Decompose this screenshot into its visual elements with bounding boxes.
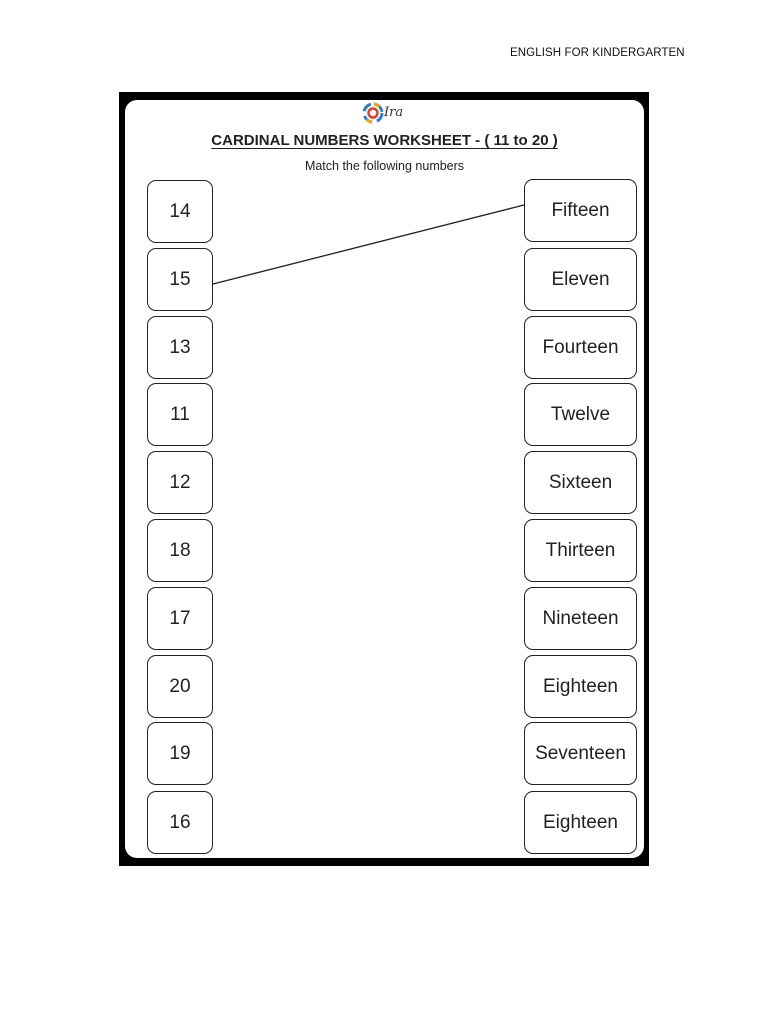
worksheet-frame: [119, 92, 649, 866]
number-box[interactable]: 17: [147, 587, 213, 650]
number-box[interactable]: 11: [147, 383, 213, 446]
logo-swirl-icon: [362, 102, 384, 124]
word-box[interactable]: Nineteen: [524, 587, 637, 650]
number-box[interactable]: 16: [147, 791, 213, 854]
worksheet-sheet: [125, 100, 644, 858]
number-box[interactable]: 20: [147, 655, 213, 718]
word-box[interactable]: Seventeen: [524, 722, 637, 785]
number-box[interactable]: 15: [147, 248, 213, 311]
word-box[interactable]: Fourteen: [524, 316, 637, 379]
word-box[interactable]: Fifteen: [524, 179, 637, 242]
worksheet-title: [125, 132, 644, 149]
worksheet-instruction: Match the following numbers: [304, 159, 465, 173]
number-box[interactable]: 19: [147, 722, 213, 785]
ira-logo: [362, 102, 422, 130]
number-box[interactable]: 18: [147, 519, 213, 582]
worksheet-title-text: CARDINAL NUMBERS WORKSHEET - ( 11 to 20 ): [211, 132, 558, 149]
match-line-15-fifteen: [213, 205, 524, 284]
word-box[interactable]: Thirteen: [524, 519, 637, 582]
number-box[interactable]: 12: [147, 451, 213, 514]
logo-text: Ira: [384, 105, 404, 120]
word-box[interactable]: Eighteen: [524, 655, 637, 718]
number-box[interactable]: 14: [147, 180, 213, 243]
page-header: ENGLISH FOR KINDERGARTEN: [510, 47, 685, 59]
word-box[interactable]: Sixteen: [524, 451, 637, 514]
word-box[interactable]: Twelve: [524, 383, 637, 446]
word-box[interactable]: Eleven: [524, 248, 637, 311]
number-box[interactable]: 13: [147, 316, 213, 379]
word-box[interactable]: Eighteen: [524, 791, 637, 854]
